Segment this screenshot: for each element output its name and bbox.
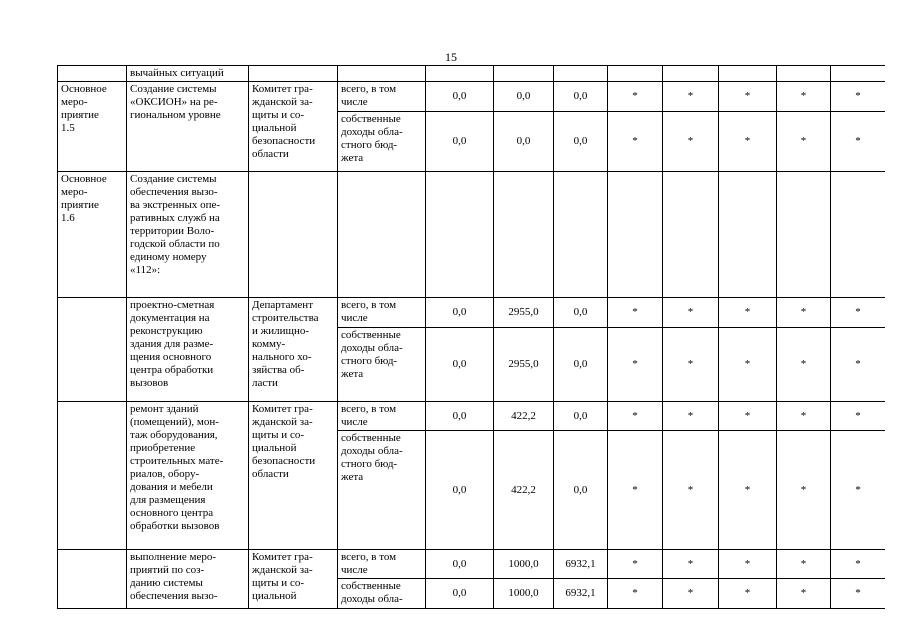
asterisk-cell: * [608,550,663,579]
asterisk-cell: * [777,328,831,402]
amount-cell: 0,0 [554,328,608,402]
asterisk-cell: * [777,298,831,328]
amount-cell: 2955,0 [494,298,554,328]
amount-cell: 0,0 [426,298,494,328]
amount-cell: 0,0 [426,579,494,609]
amount-cell [831,66,886,82]
text-cell [338,172,426,298]
amount-cell: 2955,0 [494,328,554,402]
asterisk-cell: * [608,431,663,550]
amount-cell: 0,0 [554,298,608,328]
text-cell: Комитет гра- жданской за- щиты и со- циальной [249,550,338,609]
asterisk-cell: * [777,550,831,579]
text-cell [249,66,338,82]
asterisk-cell: * [831,402,886,431]
text-cell [58,550,127,609]
asterisk-cell: * [777,579,831,609]
text-cell [249,172,338,298]
amount-cell: 1000,0 [494,579,554,609]
asterisk-cell: * [608,112,663,172]
asterisk-cell: * [663,112,719,172]
asterisk-cell: * [831,431,886,550]
amount-cell [608,66,663,82]
text-cell: Комитет гра- жданской за- щиты и со- циальной безопасности области [249,82,338,172]
text-cell [338,66,426,82]
text-cell [58,298,127,402]
amount-cell [494,66,554,82]
asterisk-cell: * [719,328,777,402]
asterisk-cell: * [719,402,777,431]
asterisk-cell: * [719,112,777,172]
asterisk-cell: * [831,550,886,579]
amount-cell: 0,0 [554,112,608,172]
asterisk-cell: * [831,328,886,402]
amount-cell [554,172,608,298]
asterisk-cell: * [663,328,719,402]
asterisk-cell: * [831,112,886,172]
asterisk-cell: * [831,298,886,328]
text-cell: проектно-сметная документация на реконструкцию здания для разме- щения основного центра обработки вызовов [127,298,249,402]
amount-cell: 0,0 [426,328,494,402]
amount-cell [777,66,831,82]
asterisk-cell: * [608,402,663,431]
text-cell: Комитет гра- жданской за- щиты и со- циальной безопасности области [249,402,338,550]
asterisk-cell: * [663,402,719,431]
asterisk-cell: * [777,431,831,550]
amount-cell: 0,0 [426,112,494,172]
text-cell: выполнение меро- приятий по соз- данию системы обеспечения вызо- [127,550,249,609]
text-cell [58,402,127,550]
asterisk-cell: * [663,431,719,550]
amount-cell: 0,0 [426,550,494,579]
text-cell: Основное меро- приятие 1.6 [58,172,127,298]
amount-cell: 0,0 [426,431,494,550]
amount-cell: 0,0 [494,112,554,172]
asterisk-cell: * [831,579,886,609]
amount-cell [494,172,554,298]
text-cell [58,66,127,82]
amount-cell [426,172,494,298]
asterisk-cell: * [831,82,886,112]
text-cell: всего, в том числе [338,298,426,328]
amount-cell [663,66,719,82]
asterisk-cell: * [663,550,719,579]
text-cell: Создание системы «ОКСИОН» на ре- гиональном уровне [127,82,249,172]
text-cell: Создание системы обеспечения вызо- ва экстренных опе- ративных служб на территории Воло- годской области по единому номеру «112»: [127,172,249,298]
table-row [58,402,886,431]
asterisk-cell: * [608,82,663,112]
asterisk-cell: * [608,298,663,328]
table-row [58,172,886,298]
text-cell: собственные доходы обла- стного бюд- жета [338,431,426,550]
amount-cell [426,66,494,82]
amount-cell: 0,0 [494,82,554,112]
amount-cell: 6932,1 [554,550,608,579]
amount-cell [719,66,777,82]
table-row [58,82,886,112]
text-cell: Основное меро- приятие 1.5 [58,82,127,172]
text-cell: ремонт зданий (помещений), мон- таж оборудования, приобретение строительных мате- риалов, обору- дования и мебели для размещения основного центра обработки вызовов [127,402,249,550]
amount-cell: 0,0 [554,431,608,550]
text-cell: собственные доходы обла- стного бюд- жета [338,328,426,402]
asterisk-cell: * [719,431,777,550]
asterisk-cell: * [719,579,777,609]
asterisk-cell: * [777,112,831,172]
amount-cell: 1000,0 [494,550,554,579]
text-cell: всего, в том числе [338,550,426,579]
amount-cell [831,172,886,298]
amount-cell: 422,2 [494,431,554,550]
text-cell: собственные доходы обла- стного бюд- жета [338,112,426,172]
amount-cell: 0,0 [426,402,494,431]
asterisk-cell: * [719,550,777,579]
program-table [57,65,885,609]
page-number: 15 [445,50,457,64]
amount-cell: 0,0 [426,82,494,112]
table-row [58,66,886,82]
amount-cell [608,172,663,298]
text-cell: собственные доходы обла- [338,579,426,609]
asterisk-cell: * [663,298,719,328]
asterisk-cell: * [719,82,777,112]
program-table-wrapper [57,65,885,610]
amount-cell [554,66,608,82]
amount-cell: 6932,1 [554,579,608,609]
amount-cell [719,172,777,298]
amount-cell [663,172,719,298]
text-cell: вычайных ситуаций [127,66,249,82]
table-row [58,550,886,579]
text-cell: всего, в том числе [338,82,426,112]
asterisk-cell: * [608,328,663,402]
amount-cell: 0,0 [554,82,608,112]
asterisk-cell: * [777,402,831,431]
asterisk-cell: * [663,82,719,112]
amount-cell: 0,0 [554,402,608,431]
amount-cell [777,172,831,298]
text-cell: всего, в том числе [338,402,426,431]
amount-cell: 422,2 [494,402,554,431]
table-row [58,298,886,328]
asterisk-cell: * [719,298,777,328]
asterisk-cell: * [777,82,831,112]
asterisk-cell: * [663,579,719,609]
text-cell: Департамент строительства и жилищно- комму- нального хо- зяйства об- ласти [249,298,338,402]
asterisk-cell: * [608,579,663,609]
